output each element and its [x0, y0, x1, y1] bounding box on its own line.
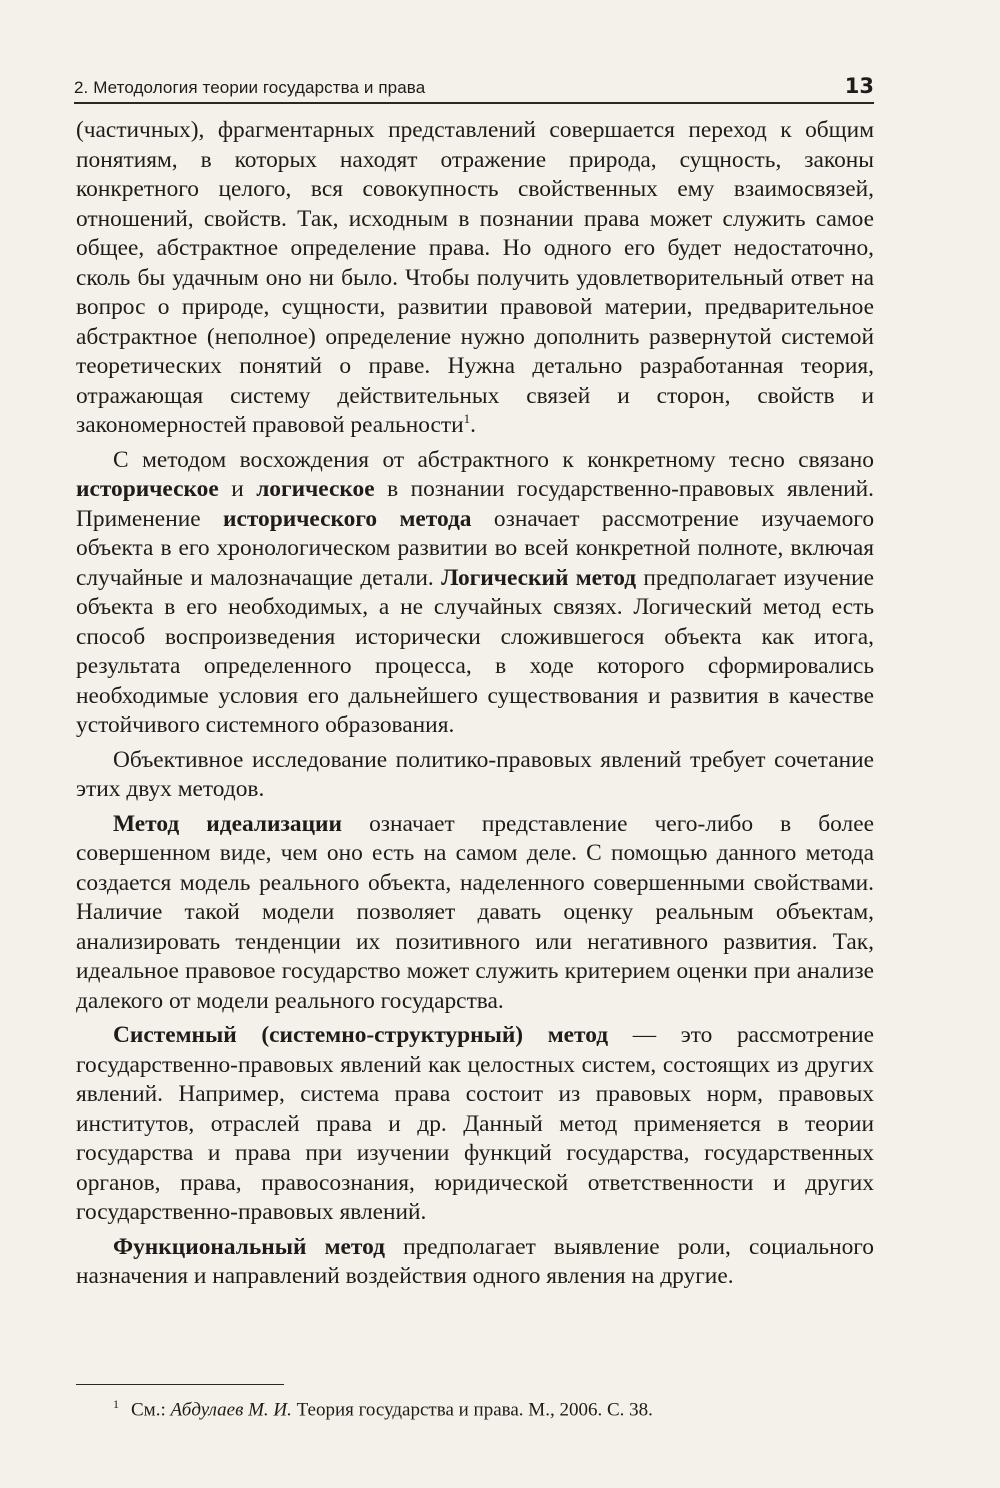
term-systemic-method: Системный (системно-структурный) метод — [113, 1022, 609, 1048]
page-number: 13 — [844, 74, 874, 98]
footnote-mark: 1 — [113, 1397, 119, 1411]
running-head — [74, 70, 874, 104]
body-text — [76, 116, 874, 1297]
paragraph-5 — [76, 1021, 874, 1228]
term-logical-method: Логический метод — [441, 564, 637, 591]
paragraph-5-text: — это рассмотрение государственно-правовых явлений как целостных систем, состоящих из других явлений. Например, система права состоит из правовых норм, правовых институтов, отраслей права и др. Данный метод применяется в теории государства и права при изучении функций государства, государственных органов, права, правосознания, юридической ответственности и других государственно-правовых явлений. — [76, 1022, 874, 1225]
footnote-reference[interactable]: 1 — [463, 411, 471, 427]
paragraph-3-text: Объективное исследование политико-правовых явлений требует сочетание этих двух методов. — [76, 746, 874, 802]
footnote-prefix: См.: — [131, 1399, 171, 1421]
term-historical-method: исторического метода — [223, 505, 472, 532]
footnote-author: Абдулаев М. И. — [170, 1399, 292, 1421]
paragraph-1: (частичных), фрагментарных представлений совершается переход к общим понятиям, в которых находят отражение природа, сущность, законы конкретного целого, вся совокупность свойственных ему взаимосвязей, отношений, свойств. Так, исходным в познании права может служить самое общее, абстрактное определение права. Но одного его будет недостаточно, сколь бы удачным оно ни было. Чтобы получить удовлетворительный ответ на вопрос о природе, сущности, развитии правовой материи, предварительное абстрактное (неполное) определение нужно дополнить развернутой системой теоретических понятий о праве. Нужна детально разработанная теория, отражающая систему действительных связей и сторон, свойств и закономерностей правовой реальности$^1$. — [76, 117, 874, 438]
term-historical: историческое — [76, 476, 219, 502]
footnote-divider — [76, 1384, 284, 1385]
term-logical: логическое — [256, 476, 375, 502]
paragraph-2 — [76, 446, 874, 741]
term-idealization-method: Метод идеализации — [113, 810, 342, 837]
paragraph-1-text: (частичных), фрагментарных представлений совершается переход к общим понятиям, в которых находят отражение природа, сущность, законы конкретного целого, вся совокупность свойственных ему взаимосвязей, отношений, свойств. Так, исходным в познании права может служить самое общее, абстрактное определение права. Но одного его будет недостаточно, сколь бы удачным оно ни было. Чтобы получить удовлетворительный ответ на вопрос о природе, сущности, развитии правовой материи, предварительное абстрактное (неполное) определение нужно дополнить развернутой системой теоретических понятий о праве. Нужна детально разработанная теория, отражающая систему действительных связей и сторон, свойств и закономерностей правовой реальности — [76, 117, 874, 438]
chapter-title: 2. Методология теории государства и права — [74, 78, 426, 97]
paragraph-4-text: означает представление чего-либо в более совершенном виде, чем оно есть на самом деле. С помощью данного метода создается модель реального объекта, наделенного совершенными свойствами. Наличие такой модели позволяет давать оценку реальным объектам, анализировать тенденции их позитивного или негативного развития. Так, идеальное правовое государство может служить критерием оценки при анализе далекого от модели реального государства. — [76, 810, 874, 1014]
paragraph-2-text-a: С методом восхождения от абстрактного к конкретному тесно связано — [113, 446, 874, 473]
paragraph-2-text-c: в познании государственно-правовых явлений. Применение — [76, 476, 874, 532]
footnote — [113, 1392, 873, 1422]
paragraph-2-text-b: и — [218, 476, 257, 502]
paragraph-4 — [76, 810, 874, 1017]
footnote-citation: Теория государства и права. М., 2006. С. 38. — [291, 1399, 653, 1421]
paragraph-6 — [76, 1233, 874, 1292]
term-functional-method: Функциональный метод — [113, 1233, 385, 1260]
paragraph-2-text-d: означает рассмотрение изучаемого объекта в его хронологическом развитии во всей конкретной полноте, включая случайные и малозначащие детали. — [76, 505, 875, 591]
paragraph-6-text: предполагает выявление роли, социального назначения и направлений воздействия одного явления на другие. — [76, 1233, 874, 1289]
paragraph-2-text-e: предполагает изучение объекта в его необходимых, а не случайных связях. Логический метод есть способ воспроизведения исторически сложившегося объекта как итога, результата определенного процесса, в ходе которого сформировались необходимые условия его дальнейшего существования и развития в качестве устойчивого системного образования. — [76, 564, 874, 738]
paragraph-3 — [76, 746, 874, 805]
